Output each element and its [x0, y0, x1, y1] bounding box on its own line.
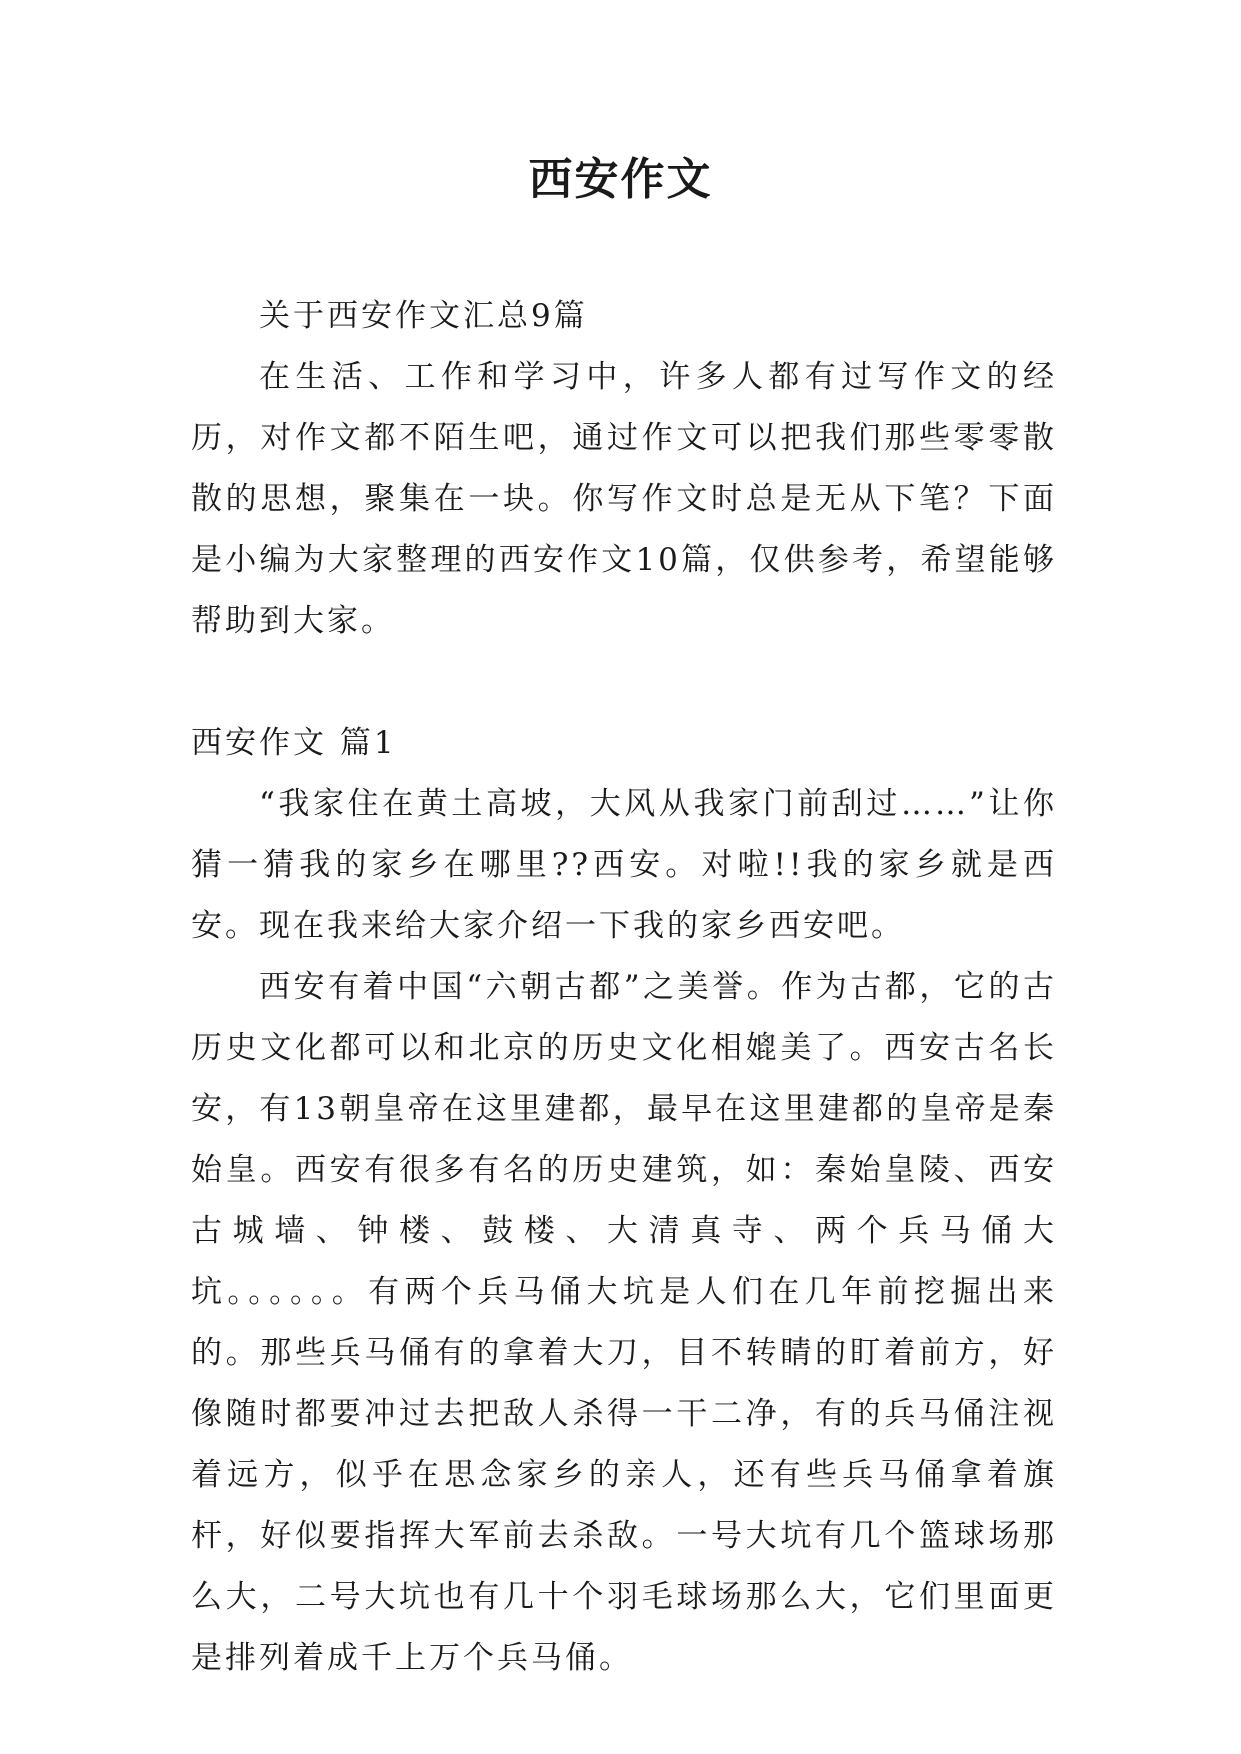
intro-paragraph: 在生活、工作和学习中，许多人都有过写作文的经历，对作文都不陌生吧，通过作文可以把我们那些零零散散的思想，聚集在一块。你写作文时总是无从下笔？下面是小编为大家整理的西安作文10篇，仅供参考，希望能够帮助到大家。 [191, 359, 1057, 639]
document-title: 西安作文 [528, 154, 713, 205]
document-body [191, 286, 1057, 1689]
section-heading: 西安作文 篇1 [191, 725, 397, 761]
body-paragraph-1: “我家住在黄土高坡，大风从我家门前刮过……”让你猜一猜我的家乡在哪里??西安。对啦!!我的家乡就是西安。现在我来给大家介绍一下我的家乡西安吧。 [191, 786, 1057, 944]
body-paragraph-2: 西安有着中国“六朝古都”之美誉。作为古都，它的古历史文化都可以和北京的历史文化相媲美了。西安古名长安，有13朝皇帝在这里建都，最早在这里建都的皇帝是秦始皇。西安有很多有名的历史建筑，如：秦始皇陵、西安古城墙、钟楼、鼓楼、大清真寺、两个兵马俑大坑。。。。。。有两个兵马俑大坑是人们在几年前挖掘出来的。那些兵马俑有的拿着大刀，目不转睛的盯着前方，好像随时都要冲过去把敌人杀得一干二净，有的兵马俑注视着远方，似乎在思念家乡的亲人，还有些兵马俑拿着旗杆，好似要指挥大军前去杀敌。一号大坑有几个篮球场那么大，二号大坑也有几十个羽毛球场那么大，它们里面更是排列着成千上万个兵马俑。 [191, 969, 1057, 1676]
intro-heading: 关于西安作文汇总9篇 [259, 298, 588, 334]
